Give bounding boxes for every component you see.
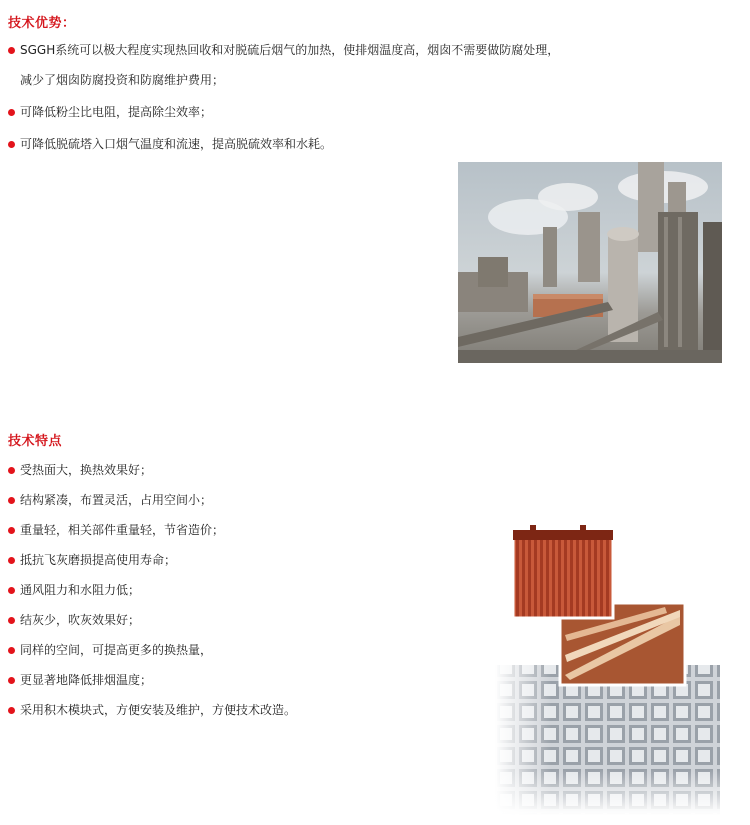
feature-text: 重量轻，相关部件重量轻，节省造价； — [20, 523, 225, 537]
list-item — [8, 552, 296, 568]
bullet-icon — [8, 109, 15, 116]
feature-text: 同样的空间，可提高更多的换热量， — [20, 643, 213, 657]
list-item — [8, 136, 559, 152]
list-item — [8, 522, 296, 538]
list-item — [8, 612, 296, 628]
advantages-title: 技术优势： — [8, 16, 76, 31]
advantage-text: 可降低粉尘比电阻，提高除尘效率； — [20, 105, 213, 119]
bullet-icon — [8, 707, 15, 714]
list-item — [8, 642, 296, 658]
feature-text: 结构紧凑，布置灵活，占用空间小； — [20, 493, 213, 507]
bullet-icon — [8, 557, 15, 564]
feature-text: 通风阻力和水阻力低； — [20, 583, 141, 597]
list-item — [8, 492, 296, 508]
list-item — [8, 672, 296, 688]
power-plant-illustration — [458, 162, 722, 363]
power-plant-photo — [458, 162, 722, 363]
list-item — [8, 462, 296, 478]
bullet-icon — [8, 617, 15, 624]
bullet-icon — [8, 527, 15, 534]
bullet-icon — [8, 47, 15, 54]
bullet-icon — [8, 647, 15, 654]
feature-text: 采用积木模块式，方便安装及维护，方便技术改造。 — [20, 703, 297, 717]
advantage-text-cont: 减少了烟囱防腐投资和防腐维护费用； — [20, 73, 225, 87]
list-item — [8, 702, 296, 718]
list-item — [8, 582, 296, 598]
bullet-icon — [8, 141, 15, 148]
heat-exchanger-collage — [495, 525, 720, 815]
feature-text: 抵抗飞灰磨损提高使用寿命； — [20, 553, 177, 567]
advantage-text: SGGH系统可以极大程度实现热回收和对脱硫后烟气的加热，使排烟温度高，烟囱不需要做防腐处理， — [20, 43, 560, 57]
advantages-list — [8, 42, 559, 152]
feature-text: 结灰少，吹灰效果好； — [20, 613, 141, 627]
heat-exchanger-illustration — [495, 525, 720, 815]
bullet-icon — [8, 467, 15, 474]
features-title: 技术特点 — [8, 434, 63, 449]
advantage-text: 可降低脱硫塔入口烟气温度和流速，提高脱硫效率和水耗。 — [20, 137, 333, 151]
feature-text: 更显著地降低排烟温度； — [20, 673, 153, 687]
features-list — [8, 462, 296, 718]
bullet-icon — [8, 497, 15, 504]
bullet-icon — [8, 677, 15, 684]
bullet-icon — [8, 587, 15, 594]
feature-text: 受热面大，换热效果好； — [20, 463, 153, 477]
list-item — [8, 42, 560, 87]
list-item — [8, 104, 559, 120]
